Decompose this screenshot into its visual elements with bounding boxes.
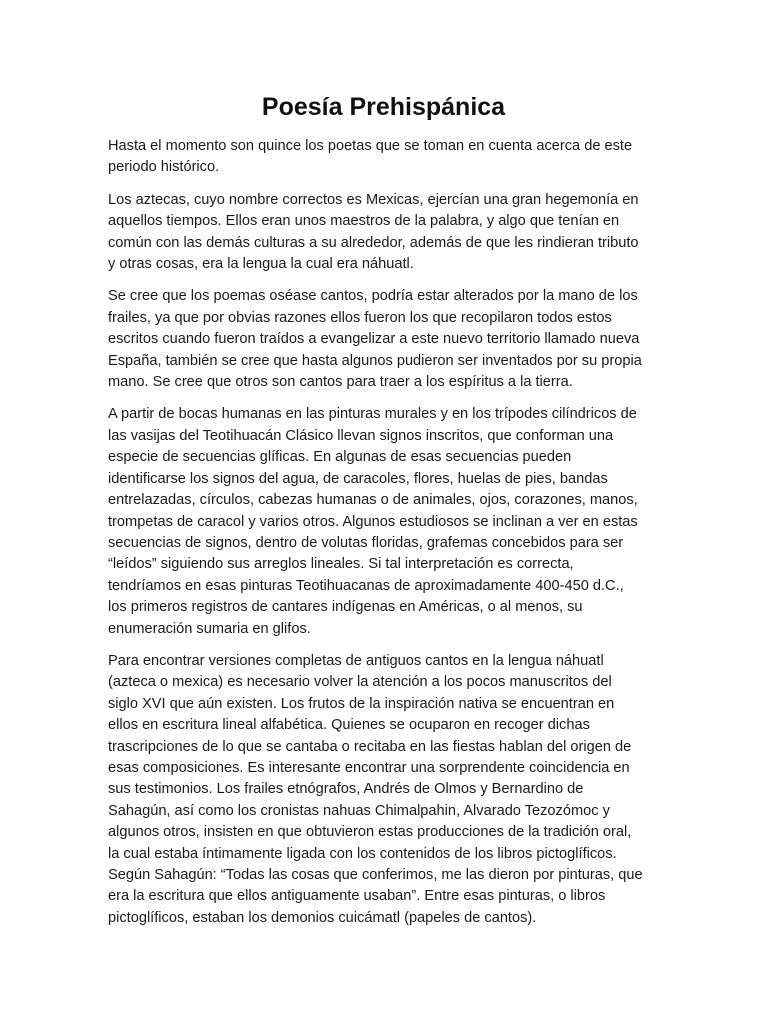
text-line: aquellos tiempos. Ellos eran unos maestros de la palabra, y algo que tenían en (108, 213, 620, 230)
document-title: Poesía Prehispánica (261, 93, 506, 121)
text-line: la cual estaba íntimamente ligada con los contenidos de los libros pictoglíficos. (108, 845, 617, 862)
text-line: mano. Se cree que otros son cantos para traer a los espíritus a la tierra. (108, 374, 573, 391)
text-line: entrelazadas, círculos, cabezas humanas o de animales, ojos, corazones, manos, (108, 492, 638, 509)
text-line: las vasijas del Teotihuacán Clásico llevan signos inscritos, que conforman una (108, 427, 614, 444)
text-line: algunos otros, insisten en que obtuvieron estas producciones de la tradición oral, (108, 824, 632, 841)
text-line: los primeros registros de cantares indígenas en Américas, o al menos, su (108, 599, 583, 616)
text-line: pictoglíficos, estaban los demonios cuicámatl (papeles de cantos). (108, 909, 537, 926)
text-line: siglo XVI que aún existen. Los frutos de la inspiración nativa se encuentran en (108, 695, 615, 712)
text-line: Se cree que los poemas oséase cantos, podría estar alterados por la mano de los (108, 288, 638, 305)
text-line: identificarse los signos del agua, de caracoles, flores, huelas de pies, bandas (108, 470, 608, 487)
text-line: era la escritura que ellos antiguamente usaban”. Entre esas pinturas, o libros (108, 888, 606, 905)
text-line: frailes, ya que por obvias razones ellos fueron los que recopilaron todos estos (108, 309, 612, 326)
paragraph-1 (108, 136, 668, 179)
text-line: enumeración sumaria en glifos. (108, 620, 311, 637)
text-line: Según Sahagún: “Todas las cosas que conferimos, me las dieron por pinturas, que (108, 867, 643, 883)
text-line: y otras cosas, era la lengua la cual era náhuatl. (108, 256, 414, 273)
text-line: Sahagún, así como los cronistas nahuas Chimalpahin, Alvarado Tezozómoc y (108, 802, 610, 819)
text-line: Hasta el momento son quince los poetas que se toman en cuenta acerca de este (108, 138, 633, 154)
text-line: Para encontrar versiones completas de antiguos cantos en la lengua náhuatl (108, 652, 604, 669)
paragraph-5 (108, 651, 668, 929)
text-line: trompetas de caracol y varios otros. Algunos estudiosos se inclinan a ver en estas (108, 513, 638, 530)
text-line: sus testimonios. Los frailes etnógrafos, Andrés de Olmos y Bernardino de (108, 781, 584, 798)
text-line: “leídos” siguiendo sus arreglos lineales. Si tal interpretación es correcta, (108, 556, 574, 573)
paragraph-2 (108, 190, 668, 276)
text-line: común con las demás culturas a su alrededor, además de que les rindieran tributo (108, 234, 639, 251)
text-line: A partir de bocas humanas en las pinturas murales y en los trípodes cilíndricos de (108, 406, 637, 423)
text-line: especie de secuencias glíficas. En algunas de esas secuencias pueden (108, 449, 572, 466)
text-line: escritos cuando fueron traídos a evangelizar a este nuevo territorio llamado nueva (108, 331, 640, 348)
text-line: periodo histórico. (108, 159, 220, 176)
paragraph-4 (108, 404, 668, 639)
text-line: tendríamos en esas pinturas Teotihuacanas de aproximadamente 400-450 d.C., (108, 577, 624, 594)
text-line: ellos en escritura lineal alfabética. Quienes se ocuparon en recoger dichas (108, 717, 590, 734)
text-line: secuencias de signos, dentro de volutas floridas, grafemas concebidos para ser (108, 534, 624, 551)
paragraph-3 (108, 286, 668, 393)
text-line: España, también se cree que hasta algunos pudieron ser inventados por su propia (108, 352, 642, 369)
text-line: Los aztecas, cuyo nombre correctos es Mexicas, ejercían una gran hegemonía en (108, 191, 639, 208)
text-line: (azteca o mexica) es necesario volver la atención a los pocos manuscritos del (108, 674, 612, 691)
text-line: esas composiciones. Es interesante encontrar una sorprendente coincidencia en (108, 759, 630, 776)
text-line: trascripciones de lo que se cantaba o recitaba en las fiestas hablan del origen de (108, 738, 632, 755)
